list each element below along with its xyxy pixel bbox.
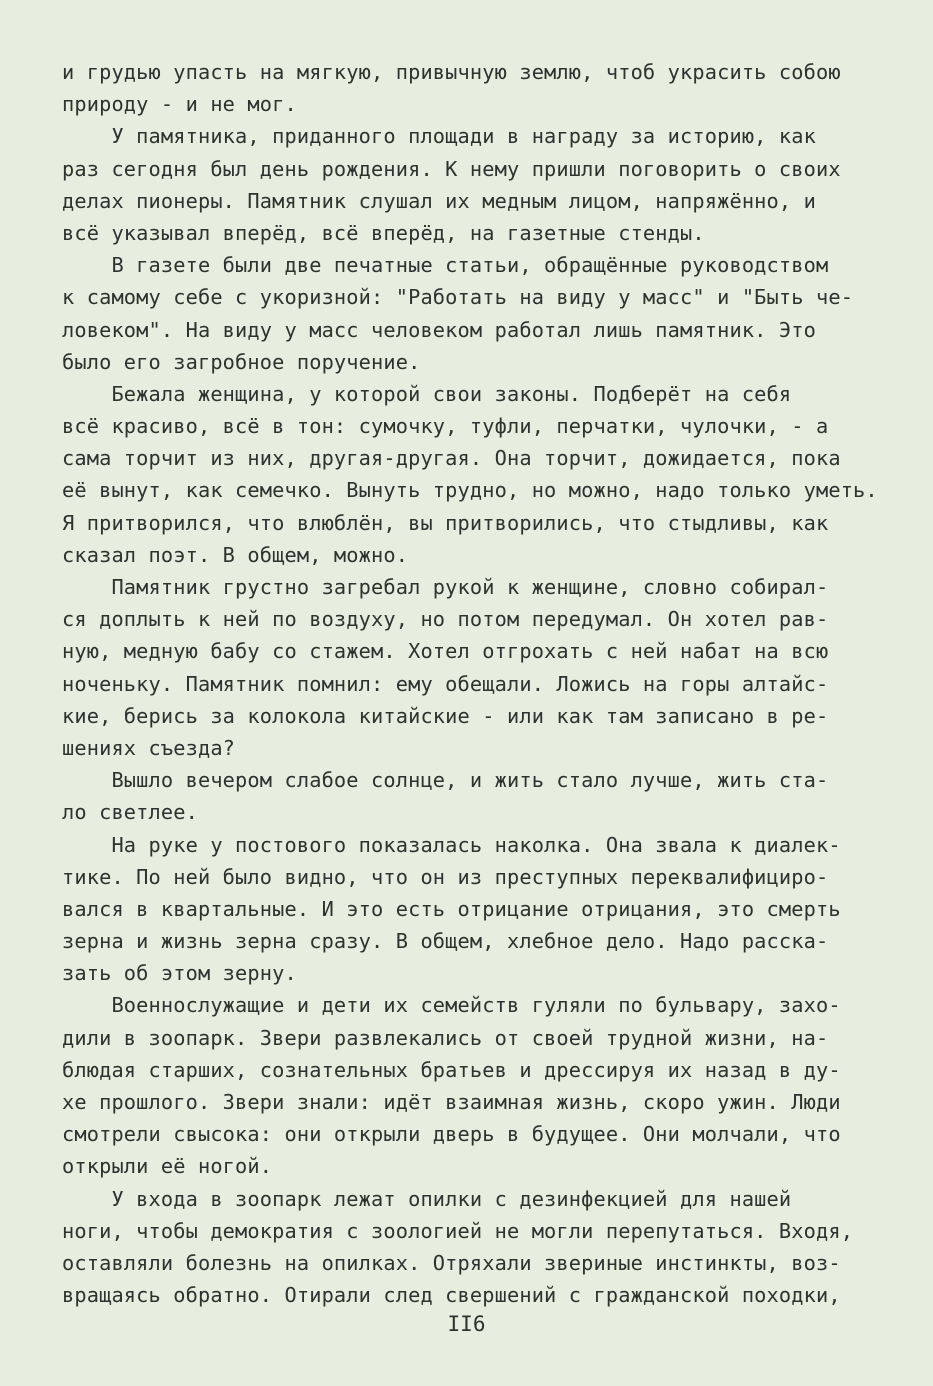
text-line: смотрели свысока: они открыли дверь в будущее. Они молчали, что (62, 1122, 841, 1147)
text-line: оставляли болезнь на опилках. Отряхали звериные инстинкты, воз- (62, 1250, 841, 1275)
paragraph-9 (62, 1183, 912, 1312)
text-line: сказал поэт. В общем, можно. (62, 542, 409, 567)
text-line: всё красиво, всё в тон: сумочку, туфли, перчатки, чулочки, - а (62, 414, 829, 439)
text-line: делах пионеры. Памятник слушал их медным лицом, напряжённо, и (62, 188, 816, 213)
text-line: ноченьку. Памятник помнил: ему обещали. Ложись на горы алтайс- (62, 671, 829, 696)
text-line: ловеком". На виду у масс человеком работал лишь памятник. Это (62, 317, 816, 342)
text-line: На руке у постового показалась наколка. Она звала к диалек- (62, 832, 841, 857)
text-line: всё указывал вперёд, всё вперёд, на газетные стенды. (62, 220, 705, 245)
paragraph-1 (62, 56, 912, 120)
text-line: ся доплыть к ней по воздуху, но потом передумал. Он хотел рав- (62, 607, 829, 632)
text-line: Военнослужащие и дети их семейств гуляли по бульвару, захо- (62, 993, 841, 1018)
text-line: зать об этом зерну. (62, 961, 297, 986)
paragraph-8 (62, 989, 912, 1182)
text-line: У памятника, приданного площади в награду за историю, как (62, 124, 816, 149)
text-line: зерна и жизнь зерна сразу. В общем, хлебное дело. Надо расска- (62, 929, 829, 954)
text-line: В газете были две печатные статьи, обращённые руководством (62, 253, 829, 278)
text-line: блюдая старших, сознательных братьев и дрессируя их назад в ду- (62, 1057, 841, 1082)
text-line: Бежала женщина, у которой свои законы. Подберёт на себя (62, 381, 792, 406)
text-line: ную, медную бабу со стажем. Хотел отгрохать с ней набат на всю (62, 639, 829, 664)
paragraph-5 (62, 571, 912, 764)
text-line: её вынут, как семечко. Вынуть трудно, но можно, надо только уметь. (62, 478, 878, 503)
text-line: было его загробное поручение. (62, 349, 421, 374)
text-line: ло светлее. (62, 800, 198, 825)
text-line: дили в зоопарк. Звери развлекались от своей трудной жизни, на- (62, 1025, 829, 1050)
text-line: сама торчит из них, другая-другая. Она торчит, дожидается, пока (62, 446, 841, 471)
text-line: тике. По ней было видно, что он из преступных переквалифициро- (62, 864, 829, 889)
text-line: ноги, чтобы демократия с зоологией не могли перепутаться. Входя, (62, 1218, 854, 1243)
page-number: II6 (447, 1312, 486, 1336)
text-line: Я притворился, что влюблён, вы притворились, что стыдливы, как (62, 510, 829, 535)
paragraph-3 (62, 249, 912, 378)
text-line: открыли её ногой. (62, 1154, 273, 1179)
text-line: Вышло вечером слабое солнце, и жить стало лучше, жить ста- (62, 768, 829, 793)
text-line: хе прошлого. Звери знали: идёт взаимная жизнь, скоро ужин. Люди (62, 1090, 841, 1114)
paragraph-4 (62, 378, 912, 571)
paragraph-6 (62, 764, 912, 828)
text-line: Памятник грустно загребал рукой к женщине, словно собирал- (62, 575, 829, 599)
text-line: природу - и не мог. (62, 92, 297, 117)
text-line: и грудью упасть на мягкую, привычную землю, чтоб украсить собою (62, 60, 841, 84)
text-line: шениях съезда? (62, 735, 236, 760)
text-line: У входа в зоопарк лежат опилки с дезинфекцией для нашей (62, 1186, 792, 1211)
text-line: раз сегодня был день рождения. К нему пришли поговорить о своих (62, 156, 841, 181)
text-line: к самому себе с укоризной: "Работать на виду у масс" и "Быть че- (62, 285, 854, 310)
text-line: вращаясь обратно. Отирали след свершений с гражданской походки, (62, 1283, 841, 1308)
paragraph-2 (62, 120, 912, 249)
text-line: кие, берись за колокола китайские - или как там записано в ре- (62, 703, 829, 728)
paragraph-7 (62, 829, 912, 990)
body-text (62, 56, 912, 1311)
text-line: вался в квартальные. И это есть отрицание отрицания, это смерть (62, 896, 841, 921)
